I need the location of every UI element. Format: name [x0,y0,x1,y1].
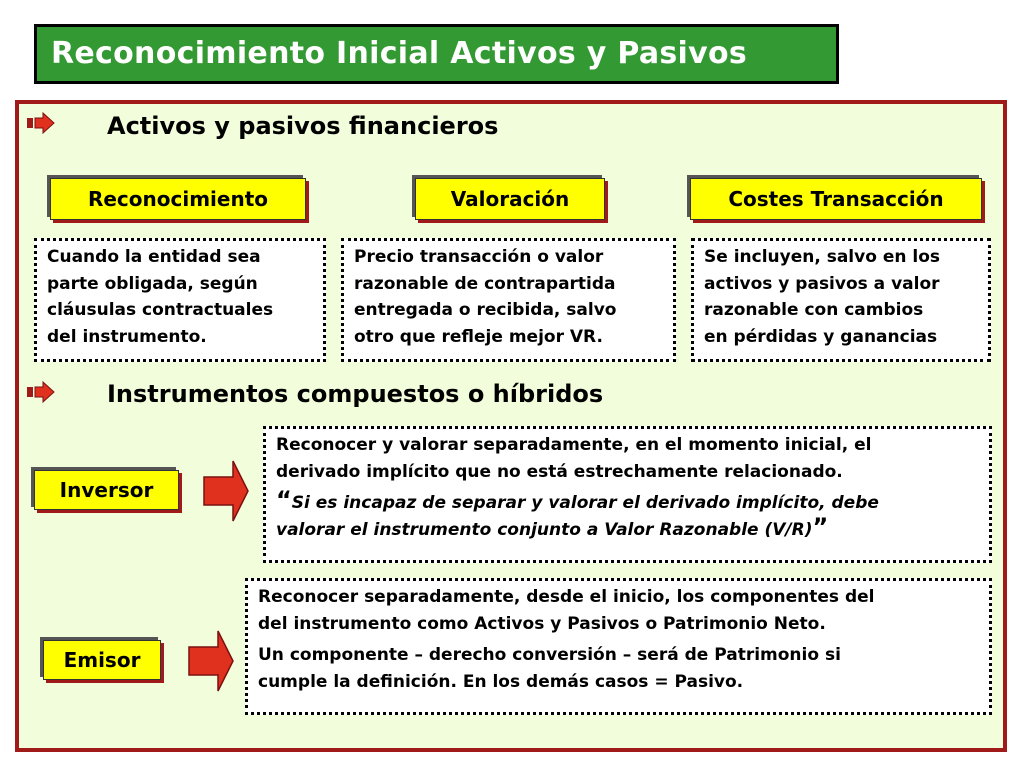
text-line: razonable de contrapartida [354,273,616,294]
text-box-emisor [245,578,992,715]
text-line: Reconocer y valorar separadamente, en el momento inicial, el [276,435,872,455]
section-heading-financial: Activos y pasivos financieros [107,112,499,140]
text-line: parte obligada, según [47,273,258,294]
text-line-quote [276,512,989,544]
text-line: Un componente – derecho conversión – será de Patrimonio si [258,645,841,665]
text-box-valoracion [341,238,676,362]
text-line-quote [276,486,989,517]
text-line: del instrumento. [47,326,207,347]
slide-title: Reconocimiento Inicial Activos y Pasivos [34,24,839,84]
right-arrow-icon [188,630,234,692]
close-quote: ” [812,512,829,541]
text-line: cumple la definición. En los demás casos = Pasivo. [258,671,744,692]
tag-emisor: Emisor [43,640,161,680]
red-arrow-bullet-icon [27,112,57,134]
red-arrow-bullet-icon [27,381,57,403]
tag-costes-transaccion: Costes Transacción [690,178,982,220]
text-box-reconocimiento [34,238,326,362]
quote-text: valorar el instrumento conjunto a Valor Razonable (V/R) [276,519,813,540]
text-box-costes-transaccion [691,238,991,362]
text-line: Precio transacción o valor [354,247,604,267]
text-line: Se incluyen, salvo en los [704,247,940,267]
text-line: otro que refleje mejor VR. [354,326,603,347]
text-line: derivado implícito que no está estrechamente relacionado. [276,461,843,482]
text-line: en pérdidas y ganancias [704,326,938,347]
text-line: Cuando la entidad sea [47,247,261,267]
tag-inversor: Inversor [34,470,179,510]
text-line: activos y pasivos a valor [704,273,940,294]
text-line: razonable con cambios [704,300,924,320]
text-line: Reconocer separadamente, desde el inicio, los componentes del [258,587,875,607]
tag-reconocimiento: Reconocimiento [50,178,306,220]
open-quote: “ [276,486,292,514]
quote-text: Si es incapaz de separar y valorar el derivado implícito, debe [291,493,879,513]
text-box-inversor [263,426,992,563]
section-heading-hybrid: Instrumentos compuestos o híbridos [107,380,604,408]
text-line: del instrumento como Activos y Pasivos o Patrimonio Neto. [258,613,826,634]
tag-valoracion: Valoración [415,178,605,220]
right-arrow-icon [203,460,249,522]
text-line: cláusulas contractuales [47,300,274,320]
text-line: entregada o recibida, salvo [354,300,617,320]
